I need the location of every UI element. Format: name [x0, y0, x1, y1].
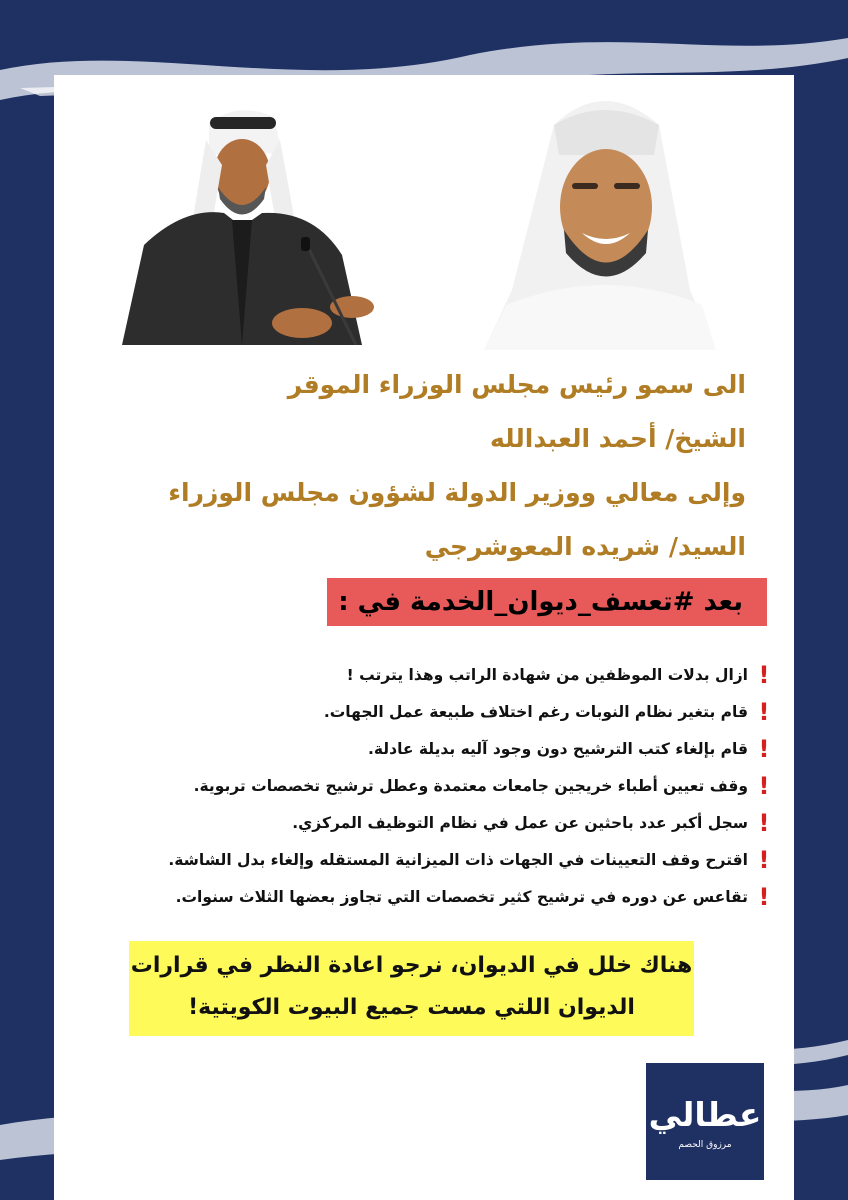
salutation-line-3: وإلى معالي ووزير الدولة لشؤون مجلس الوزراء [168, 478, 746, 507]
logo-wordmark: عطالي [648, 1095, 762, 1134]
exclamation-icon: ! [758, 883, 770, 911]
complaints-list [60, 657, 772, 916]
exclamation-icon: ! [758, 772, 770, 800]
complaint-text: قام بإلغاء كتب الترشيح دون وجود آليه بديلة عادلة. [368, 740, 748, 758]
complaint-text: تقاعس عن دوره في ترشيح كثير تخصصات التي تجاوز بعضها الثلاث سنوات. [175, 888, 748, 906]
salutation-line-2: الشيخ/ أحمد العبدالله [490, 424, 746, 453]
complaint-text: ازال بدلات الموظفين من شهادة الراتب وهذا يترتب ! [346, 666, 748, 684]
complaint-text: قام بتغير نظام النوبات رغم اختلاف طبيعة عمل الجهات. [323, 703, 748, 721]
list-item [60, 768, 772, 805]
appeal-line-2: الديوان اللتي مست جميع البيوت الكويتية! [188, 995, 635, 1020]
complaint-text: وقف تعيين أطباء خريجين جامعات معتمدة وعطل ترشيح تخصصات تربوية. [193, 777, 748, 795]
salutation-block [86, 358, 746, 574]
exclamation-icon: ! [758, 809, 770, 837]
exclamation-icon: ! [758, 661, 770, 689]
exclamation-icon: ! [758, 846, 770, 874]
appeal-box [129, 941, 694, 1036]
salutation-line-1: الى سمو رئيس مجلس الوزراء الموقر [287, 370, 746, 399]
list-item [60, 731, 772, 768]
exclamation-icon: ! [758, 735, 770, 763]
complaint-text: اقترح وقف التعيينات في الجهات ذات الميزانية المستقله وإلغاء بدل الشاشة. [168, 851, 748, 869]
poster-card [54, 75, 794, 1200]
complaint-text: سجل أكبر عدد باحثين عن عمل في نظام التوظيف المركزي. [292, 814, 748, 832]
list-item [60, 805, 772, 842]
brand-logo [646, 1063, 764, 1180]
appeal-line-1: هناك خلل في الديوان، نرجو اعادة النظر في قرارات [130, 953, 693, 978]
list-item [60, 694, 772, 731]
left-photo [114, 95, 379, 345]
hashtag-banner: بعد #تعسف_ديوان_الخدمة في : [327, 578, 767, 626]
list-item [60, 842, 772, 879]
exclamation-icon: ! [758, 698, 770, 726]
salutation-line-4: السيد/ شريده المعوشرجي [424, 532, 746, 561]
list-item [60, 657, 772, 694]
logo-subtitle: مرزوق الحصم [678, 1140, 732, 1150]
list-item [60, 879, 772, 916]
right-photo [454, 85, 744, 350]
